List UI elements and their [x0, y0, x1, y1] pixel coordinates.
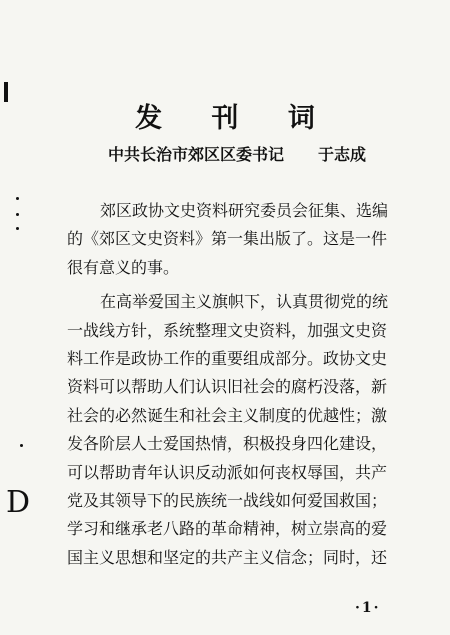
- text-line: 郊区政协文史资料研究委员会征集、选编: [100, 201, 389, 220]
- page-number: ·1·: [355, 600, 381, 616]
- author-name: 于志成: [318, 145, 367, 164]
- text-line: 可以帮助青年认识反动派如何丧权辱国，共产: [67, 462, 388, 482]
- page-title: 发 刊 词: [135, 103, 335, 134]
- margin-glyph: D: [6, 485, 31, 520]
- text-line: 党及其领导下的民族统一战线如何爱国救国；: [67, 490, 388, 510]
- scan-mark: [4, 82, 8, 102]
- scan-speck: [20, 444, 23, 447]
- text-line: 一战线方针，系统整理文史资料，加强文史资: [67, 320, 388, 340]
- text-line: 在高举爱国主义旗帜下，认真贯彻党的统: [100, 292, 389, 312]
- scan-speck: [16, 213, 19, 216]
- text-line: 很有意义的事。: [67, 257, 180, 277]
- text-line: 料工作是政协工作的重要组成部分。政协文史: [67, 348, 388, 368]
- author-position: 中共长治市郊区区委书记: [108, 145, 285, 164]
- text-line: 资料可以帮助人们认识旧社会的腐朽没落，新: [67, 377, 388, 397]
- text-line: 学习和继承老八路的革命精神，树立崇高的爱: [67, 519, 388, 539]
- text-line: 国主义思想和坚定的共产主义信念；同时，还: [67, 547, 388, 567]
- scan-speck: [16, 227, 19, 230]
- text-line: 发各阶层人士爱国热情，积极投身四化建设，: [67, 434, 388, 454]
- byline: [108, 142, 366, 165]
- text-line: 的《郊区文史资料》第一集出版了。这是一件: [67, 229, 388, 249]
- scan-speck: [16, 197, 19, 200]
- body-text: [67, 197, 415, 572]
- text-line: 社会的必然诞生和社会主义制度的优越性；激: [67, 405, 388, 425]
